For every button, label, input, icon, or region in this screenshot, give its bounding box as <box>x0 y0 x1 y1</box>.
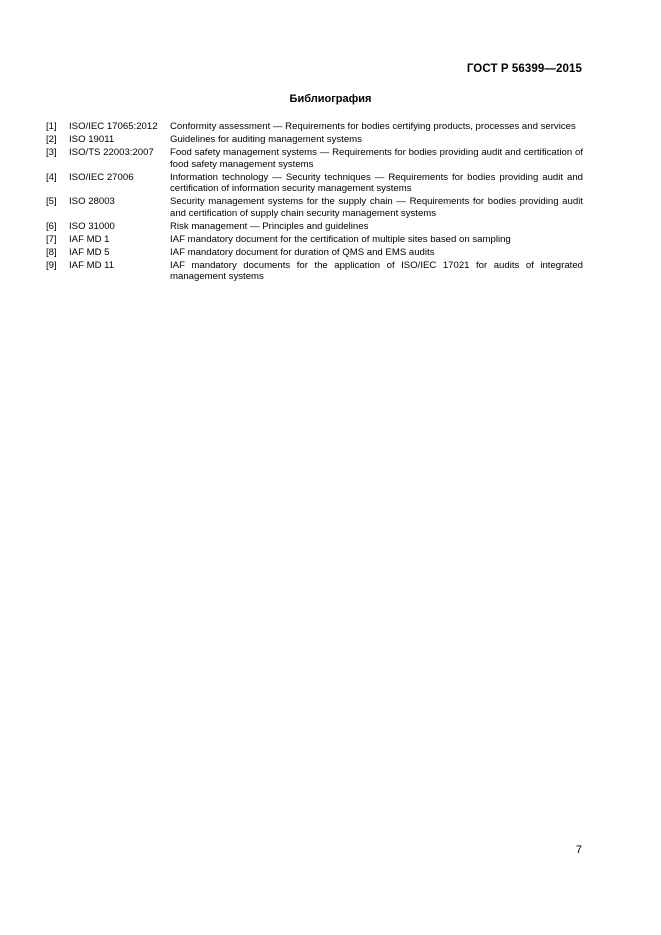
bibliography-entry <box>46 121 583 133</box>
entry-title: Risk management — Principles and guidelines <box>170 220 369 232</box>
bibliography-entry <box>46 247 583 259</box>
entry-title: IAF mandatory document for duration of QMS and EMS audits <box>170 246 435 258</box>
document-id: ГОСТ Р 56399—2015 <box>466 63 582 75</box>
bibliography-list <box>46 121 583 283</box>
entry-code: IAF MD 1 <box>69 233 110 245</box>
entry-code: ISO 31000 <box>69 220 115 232</box>
entry-code: IAF MD 11 <box>69 259 115 271</box>
entry-title: IAF mandatory document for the certification of multiple sites based on sampling <box>170 233 511 245</box>
entry-title: Security management systems for the supply chain — Requirements for bodies providing audit and certification of supply chain security management systems <box>170 196 583 219</box>
entry-title: IAF mandatory documents for the application of ISO/IEC 17021 for audits of integrated management systems <box>170 259 583 282</box>
entry-title: Guidelines for auditing management systems <box>170 134 362 145</box>
bibliography-entry <box>46 172 583 195</box>
entry-number: [6] <box>46 220 57 232</box>
entry-code: ISO 28003 <box>69 196 115 207</box>
bibliography-entry <box>46 147 583 170</box>
bibliography-entry <box>46 260 583 283</box>
entry-title: Conformity assessment — Requirements for bodies certifying products, processes and services <box>170 121 576 132</box>
bibliography-entry <box>46 234 583 246</box>
entry-code: ISO/IEC 17065:2012 <box>69 121 158 132</box>
page-number: 7 <box>575 844 582 856</box>
bibliography-entry <box>46 134 583 146</box>
entry-number: [3] <box>46 147 57 158</box>
entry-code: ISO/IEC 27006 <box>69 171 134 183</box>
entry-code: ISO/TS 22003:2007 <box>69 147 154 158</box>
section-title: Библиография <box>289 93 372 105</box>
entry-number: [2] <box>46 134 57 145</box>
entry-number: [9] <box>46 259 57 271</box>
entry-number: [1] <box>46 121 57 132</box>
entry-number: [7] <box>46 233 57 245</box>
bibliography-entry <box>46 221 583 233</box>
bibliography-entry <box>46 196 583 219</box>
entry-number: [4] <box>46 171 57 183</box>
entry-title: Information technology — Security techniques — Requirements for bodies providing audit and certification of information security management systems <box>170 171 583 194</box>
entry-title: Food safety management systems — Requirements for bodies providing audit and certification of food safety management systems <box>170 147 583 170</box>
entry-code: ISO 19011 <box>69 134 115 145</box>
entry-number: [8] <box>46 246 57 258</box>
entry-code: IAF MD 5 <box>69 246 110 258</box>
entry-number: [5] <box>46 196 57 207</box>
